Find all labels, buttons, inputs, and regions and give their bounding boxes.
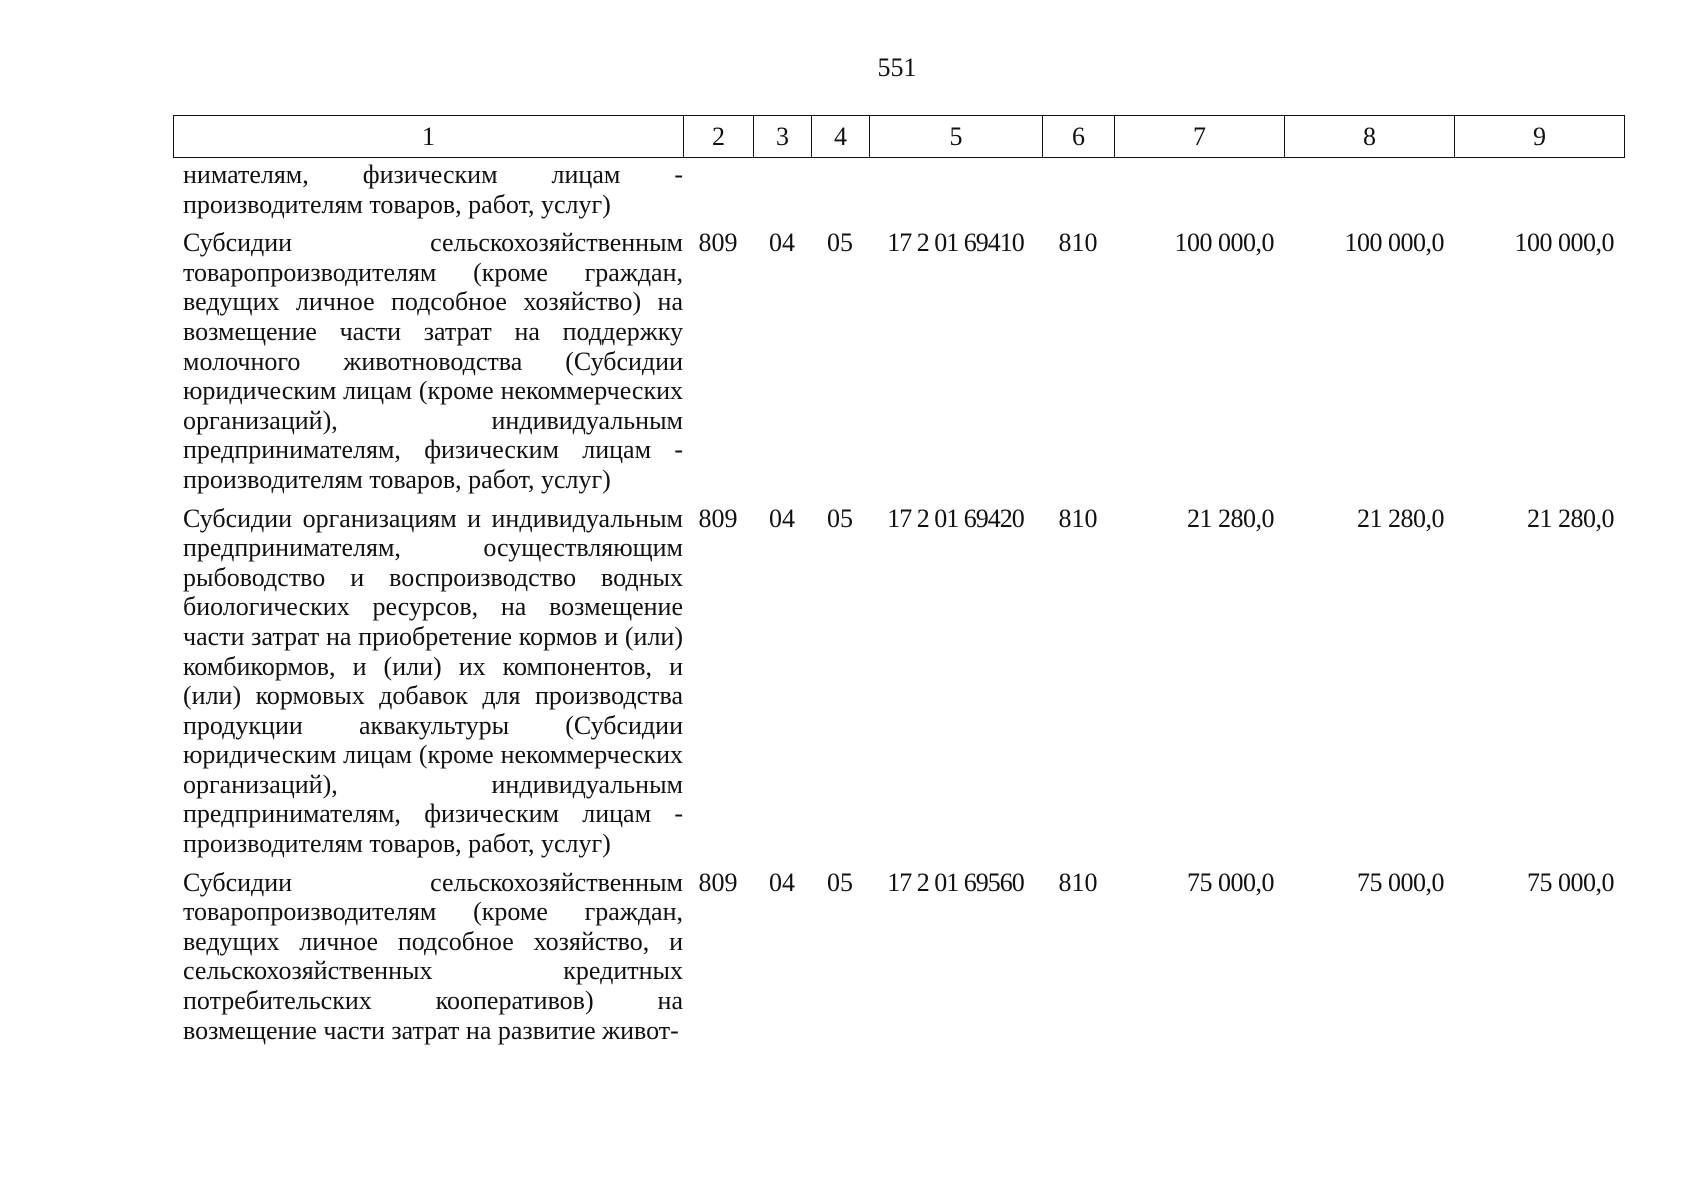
row-rz: 04 — [769, 228, 795, 258]
row-amount-2: 100 000,0 — [1344, 228, 1444, 258]
row-csr: 17 2 01 69420 — [887, 503, 1024, 533]
header-col-3: 3 — [754, 116, 812, 158]
header-col-9: 9 — [1455, 116, 1625, 158]
row-vr: 810 — [1058, 503, 1098, 533]
header-col-5: 5 — [870, 116, 1043, 158]
row-amount-1: 75 000,0 — [1187, 867, 1274, 897]
row-rz: 04 — [769, 867, 795, 897]
row-csr: 17 2 01 69410 — [887, 228, 1024, 258]
row-vr: 810 — [1058, 867, 1098, 897]
row-pr: 05 — [827, 228, 853, 258]
row-amount-2: 75 000,0 — [1357, 867, 1444, 897]
row-pr: 05 — [827, 503, 853, 533]
row-ved: 809 — [698, 503, 738, 533]
row-description: Субсидии организациям и индивидуальным предпринимателям, осуществляющим рыбоводство и воспроизводство водных биологических ресурсов, на возмещение части затрат на приобретение кормов и (или) комбикормов, и (или) их компонентов, и (или) кормовых добавок для производства продукции аквакультуры (Субсидии юридическим лицам (кроме некоммерческих организаций), индивидуальным предпринимателям, физическим лицам - производителям товаров, работ, услуг) — [183, 503, 683, 859]
row-amount-3: 75 000,0 — [1527, 867, 1614, 897]
table-row — [173, 868, 1624, 1046]
row-csr: 17 2 01 69560 — [887, 867, 1024, 897]
table-row — [173, 228, 1624, 494]
table-row — [173, 504, 1624, 859]
row-amount-3: 100 000,0 — [1514, 228, 1614, 258]
table-row — [173, 160, 1624, 219]
page-number: 551 — [877, 53, 917, 82]
row-ved: 809 — [698, 228, 738, 258]
row-pr: 05 — [827, 867, 853, 897]
header-col-2: 2 — [684, 116, 754, 158]
header-col-6: 6 — [1043, 116, 1115, 158]
header-col-4: 4 — [812, 116, 870, 158]
row-description: Субсидии сельскохозяйственным товаропроизводителям (кроме граждан, ведущих личное подсобное хозяйство) на возмещение части затрат на поддержку молочного животноводства (Субсидии юридическим лицам (кроме некоммерческих организаций), индивидуальным предпринимателям, физическим лицам - производителям товаров, работ, услуг) — [183, 228, 683, 494]
row-vr: 810 — [1058, 228, 1098, 258]
row-rz: 04 — [769, 503, 795, 533]
header-col-1: 1 — [174, 116, 684, 158]
header-col-8: 8 — [1285, 116, 1455, 158]
row-description: Субсидии сельскохозяйственным товаропроизводителям (кроме граждан, ведущих личное подсобное хозяйство, и сельскохозяйственных кредитных потребительских кооперативов) на возмещение части затрат на развитие живот- — [183, 867, 683, 1045]
table-body — [173, 160, 1624, 1054]
row-description: нимателям, физическим лицам - производителям товаров, работ, услуг) — [183, 160, 683, 219]
header-col-7: 7 — [1115, 116, 1285, 158]
row-amount-3: 21 280,0 — [1527, 503, 1614, 533]
table-header — [173, 115, 1625, 158]
row-amount-1: 21 280,0 — [1187, 503, 1274, 533]
row-amount-1: 100 000,0 — [1174, 228, 1274, 258]
row-amount-2: 21 280,0 — [1357, 503, 1444, 533]
row-ved: 809 — [698, 867, 738, 897]
